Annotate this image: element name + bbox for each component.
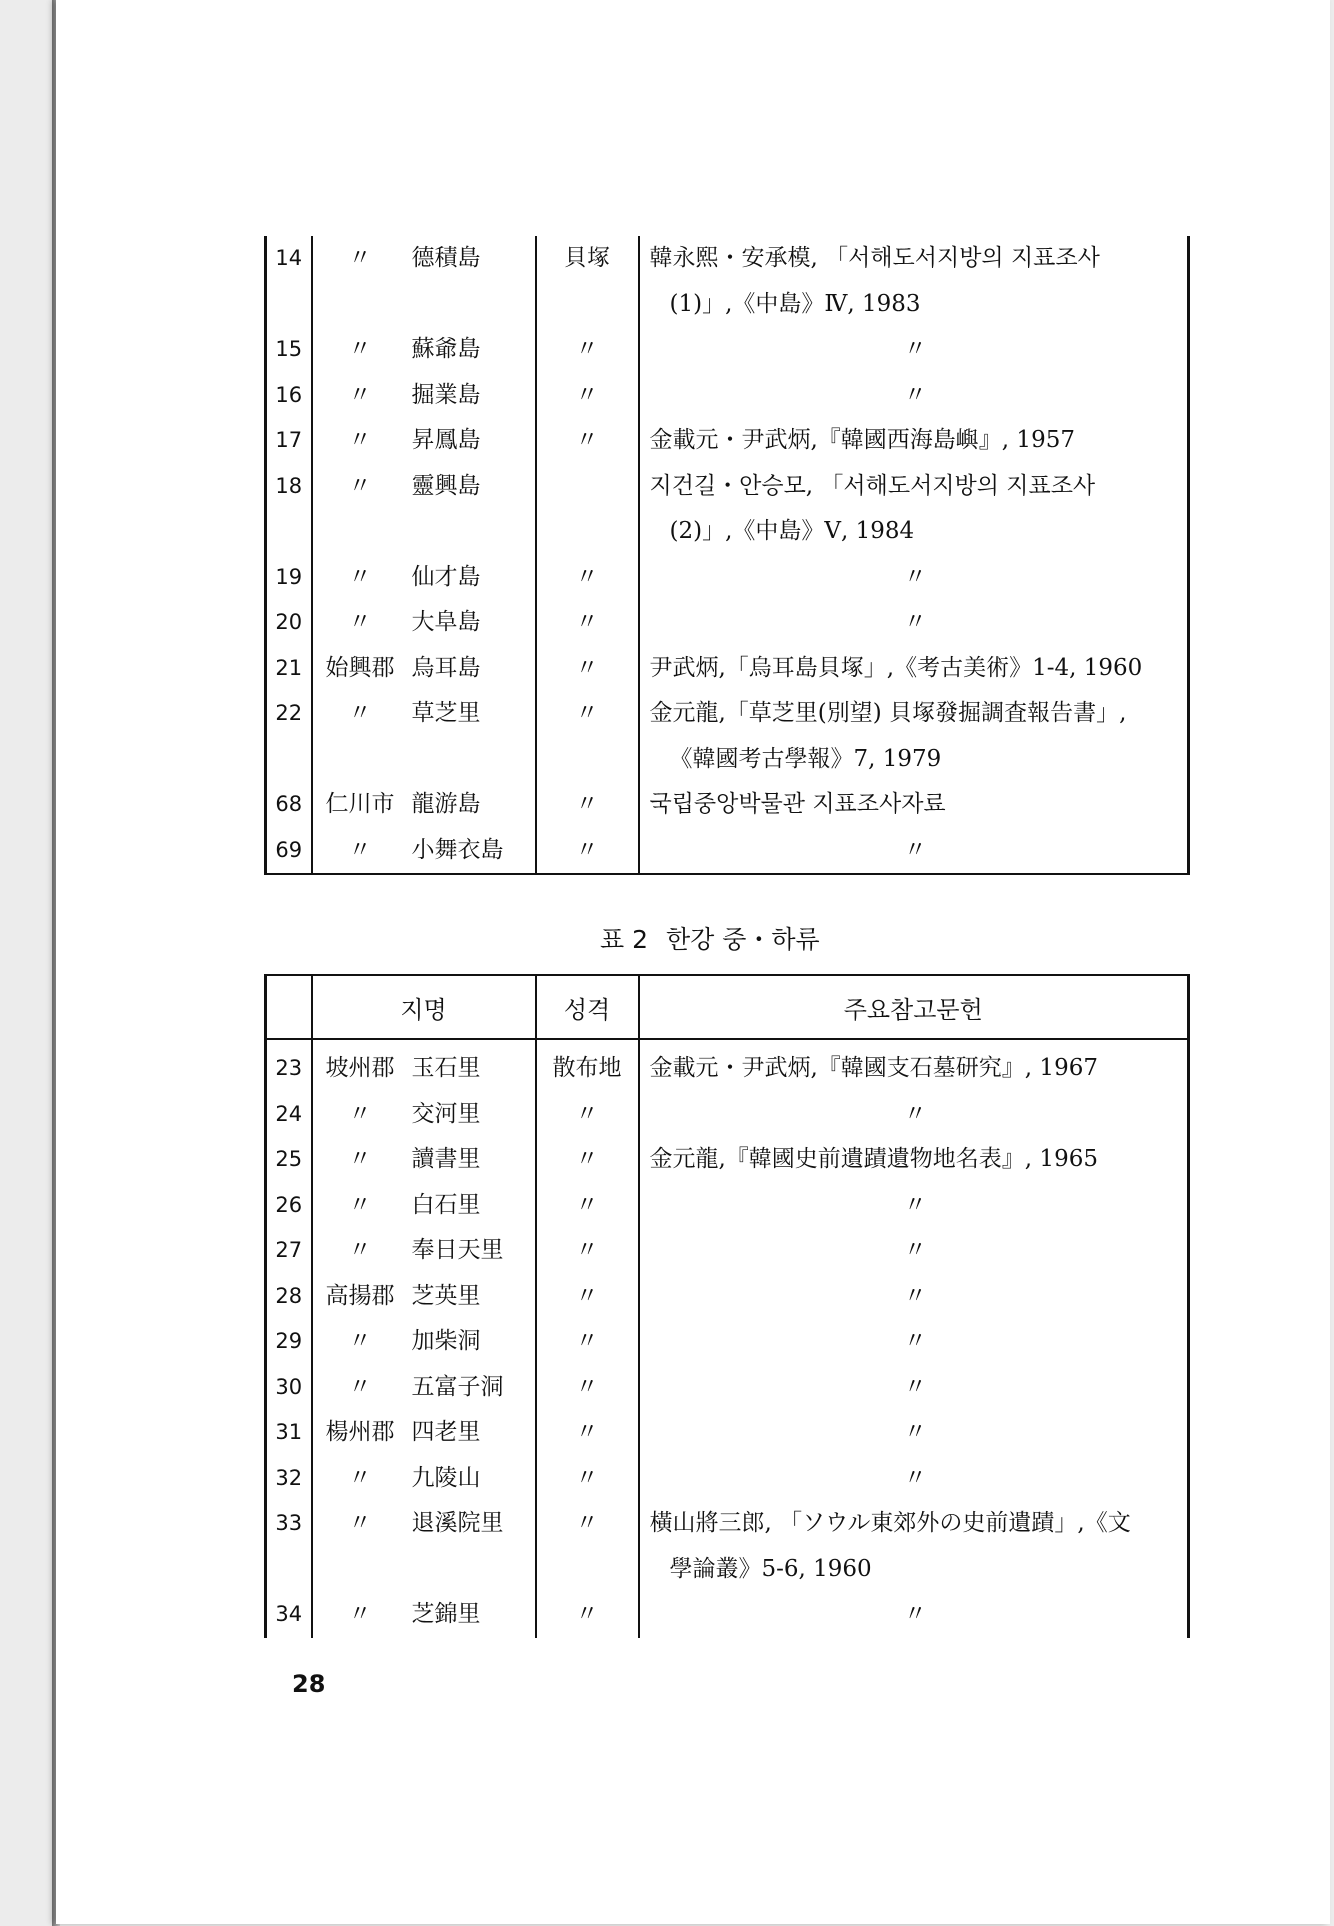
site-nature: 〃 [536, 418, 639, 464]
site-nature: 〃 [536, 1592, 639, 1638]
region-name: 〃 [348, 381, 372, 408]
region-name: 〃 [348, 1146, 372, 1172]
reference-cell [639, 646, 1189, 692]
reference-line-2: (2)」,《中島》Ⅴ, 1984 [669, 518, 915, 544]
reference-line-1: 〃 [903, 1100, 927, 1127]
site-name: 白石里 [411, 1191, 481, 1218]
site-number: 25 [266, 1137, 312, 1183]
reference-line-1: 〃 [903, 1282, 927, 1309]
reference-cell [639, 1592, 1189, 1638]
reference-cell [639, 1228, 1189, 1274]
site-nature: 貝塚 [536, 236, 639, 327]
region-name: 〃 [348, 336, 372, 362]
region-name: 〃 [348, 1373, 372, 1400]
region-name: 〃 [348, 1601, 372, 1627]
reference-cell [639, 555, 1189, 601]
header-references: 주요참고문헌 [639, 975, 1189, 1039]
site-number: 18 [266, 464, 312, 555]
reference-cell [639, 600, 1189, 646]
reference-line-1: 韓永熙・安承模, 「서해도서지방의 지표조사 [649, 245, 1100, 271]
reference-cell [639, 373, 1189, 419]
table-2-sites [264, 974, 1190, 1638]
region-name: 〃 [348, 1237, 372, 1263]
site-number: 32 [266, 1456, 312, 1502]
reference-line-1: 橫山將三郎, 「ソウル東郊外の史前遺蹟」,《文 [649, 1510, 1131, 1536]
reference-line-1: 〃 [903, 1191, 927, 1218]
table-row [266, 1092, 1189, 1138]
table-row [266, 555, 1189, 601]
reference-cell [639, 1183, 1189, 1229]
region-name: 〃 [348, 1328, 372, 1354]
site-name: 掘業島 [411, 381, 481, 408]
reference-line-1: 〃 [903, 336, 927, 362]
reference-line-1: 〃 [903, 1419, 927, 1445]
site-nature: 〃 [536, 1183, 639, 1229]
reference-line-1: 尹武炳,「烏耳島貝塚」,《考古美術》1-4, 1960 [649, 654, 1143, 681]
site-nature: 〃 [536, 1092, 639, 1138]
table-row [266, 1365, 1189, 1411]
region-name: 〃 [348, 1464, 372, 1491]
site-number: 24 [266, 1092, 312, 1138]
table-row [266, 646, 1189, 692]
site-name: 靈興島 [411, 472, 481, 499]
table-row [266, 236, 1189, 327]
table-1-sites [264, 236, 1190, 875]
site-nature: 〃 [536, 1410, 639, 1456]
reference-cell [639, 1137, 1189, 1183]
table-2-header-row [266, 975, 1189, 1039]
table-2-label: 표 2 [600, 925, 649, 954]
site-number: 26 [266, 1183, 312, 1229]
reference-cell [639, 691, 1189, 782]
site-name: 仙才島 [411, 563, 481, 590]
reference-line-1: 〃 [903, 609, 927, 635]
site-name: 退溪院里 [411, 1510, 504, 1536]
site-nature: 〃 [536, 1319, 639, 1365]
reference-cell [639, 1274, 1189, 1320]
reference-line-1: 〃 [903, 563, 927, 590]
site-number: 17 [266, 418, 312, 464]
reference-line-1: 金載元・尹武炳,『韓國支石墓研究』, 1967 [649, 1055, 1098, 1081]
table-row [266, 1592, 1189, 1638]
reference-cell [639, 1410, 1189, 1456]
site-number: 69 [266, 828, 312, 875]
table-row [266, 1319, 1189, 1365]
region-name: 楊州郡 [325, 1419, 395, 1445]
region-name: 坡州郡 [325, 1055, 395, 1081]
site-number: 22 [266, 691, 312, 782]
site-name: 蘇爺島 [411, 336, 481, 362]
site-number: 23 [266, 1039, 312, 1092]
table-2-title: 한강 중・하류 [665, 925, 820, 954]
site-number: 20 [266, 600, 312, 646]
site-nature: 〃 [536, 555, 639, 601]
table-row [266, 373, 1189, 419]
reference-cell [639, 464, 1189, 555]
site-number: 21 [266, 646, 312, 692]
page-number: 28 [292, 1670, 326, 1698]
header-number [266, 975, 312, 1039]
table-1-body [266, 236, 1189, 874]
site-name: 交河里 [411, 1100, 481, 1127]
site-number: 15 [266, 327, 312, 373]
site-number: 16 [266, 373, 312, 419]
table-2-body [266, 1039, 1189, 1638]
table-row [266, 1137, 1189, 1183]
region-name: 〃 [348, 700, 372, 726]
table-row [266, 1410, 1189, 1456]
site-name: 昇鳳島 [411, 427, 481, 453]
site-name: 芝英里 [411, 1282, 481, 1309]
table-row [266, 1183, 1189, 1229]
site-nature: 〃 [536, 1501, 639, 1592]
region-name: 〃 [348, 1191, 372, 1218]
reference-cell [639, 782, 1189, 828]
site-number: 68 [266, 782, 312, 828]
reference-line-2: (1)」,《中島》Ⅳ, 1983 [669, 290, 921, 317]
region-name: 〃 [348, 245, 372, 271]
site-name: 烏耳島 [411, 654, 481, 681]
reference-line-1: 金元龍,「草芝里(別望) 貝塚發掘調査報告書」, [649, 700, 1127, 726]
table-row [266, 1274, 1189, 1320]
reference-line-1: 〃 [903, 1601, 927, 1627]
site-name: 玉石里 [411, 1055, 481, 1081]
region-name: 仁川市 [325, 791, 395, 817]
reference-line-1: 〃 [903, 836, 927, 863]
site-number: 29 [266, 1319, 312, 1365]
site-name: 奉日天里 [411, 1237, 504, 1263]
site-number: 19 [266, 555, 312, 601]
region-name: 〃 [348, 427, 372, 453]
site-nature: 〃 [536, 1228, 639, 1274]
site-nature: 〃 [536, 327, 639, 373]
site-number: 30 [266, 1365, 312, 1411]
region-name: 〃 [348, 1510, 372, 1536]
reference-line-1: 金元龍,『韓國史前遺蹟遺物地名表』, 1965 [649, 1146, 1098, 1172]
region-name: 始興郡 [325, 654, 395, 681]
site-number: 33 [266, 1501, 312, 1592]
site-name: 芝錦里 [411, 1601, 481, 1627]
region-name: 〃 [348, 836, 372, 863]
table-row [266, 1456, 1189, 1502]
site-nature: 散布地 [536, 1039, 639, 1092]
reference-cell [639, 1456, 1189, 1502]
reference-line-2: 《韓國考古學報》7, 1979 [669, 745, 942, 772]
reference-line-1: 金載元・尹武炳,『韓國西海島嶼』, 1957 [649, 427, 1075, 453]
reference-line-2: 學論叢》5-6, 1960 [669, 1555, 872, 1582]
site-nature: 〃 [536, 1365, 639, 1411]
site-name: 五富子洞 [411, 1373, 504, 1400]
site-number: 31 [266, 1410, 312, 1456]
region-name: 〃 [348, 609, 372, 635]
table-row [266, 1039, 1189, 1092]
site-name: 小舞衣島 [411, 836, 504, 863]
reference-line-1: 〃 [903, 1464, 927, 1491]
site-number: 27 [266, 1228, 312, 1274]
region-name: 〃 [348, 1100, 372, 1127]
header-place-name: 지명 [312, 975, 536, 1039]
site-nature: 〃 [536, 691, 639, 782]
table-row [266, 691, 1189, 782]
site-name: 四老里 [411, 1419, 481, 1445]
site-name: 龍游島 [411, 791, 481, 817]
reference-line-1: 〃 [903, 381, 927, 408]
reference-cell [639, 1319, 1189, 1365]
reference-cell [639, 418, 1189, 464]
site-nature: 〃 [536, 373, 639, 419]
region-name: 〃 [348, 472, 372, 499]
reference-cell [639, 1501, 1189, 1592]
site-name: 德積島 [411, 245, 481, 271]
region-name: 高揚郡 [325, 1282, 395, 1309]
region-name: 〃 [348, 563, 372, 590]
table-2-caption [600, 920, 860, 956]
reference-line-1: 〃 [903, 1237, 927, 1263]
site-nature: 〃 [536, 646, 639, 692]
reference-line-1: 국립중앙박물관 지표조사자료 [649, 791, 946, 817]
site-name: 大阜島 [411, 609, 481, 635]
table-row [266, 464, 1189, 555]
reference-cell [639, 1365, 1189, 1411]
site-number: 34 [266, 1592, 312, 1638]
site-number: 28 [266, 1274, 312, 1320]
table-row [266, 418, 1189, 464]
site-nature [536, 464, 639, 555]
site-number: 14 [266, 236, 312, 327]
site-name: 讀書里 [411, 1146, 481, 1172]
reference-cell [639, 828, 1189, 875]
reference-cell [639, 1039, 1189, 1092]
site-nature: 〃 [536, 782, 639, 828]
site-name: 九陵山 [411, 1464, 481, 1491]
reference-cell [639, 327, 1189, 373]
site-name: 加柴洞 [411, 1328, 481, 1354]
site-nature: 〃 [536, 1137, 639, 1183]
table-row [266, 782, 1189, 828]
table-row [266, 600, 1189, 646]
table-row [266, 327, 1189, 373]
header-nature: 성격 [536, 975, 639, 1039]
reference-line-1: 〃 [903, 1373, 927, 1400]
reference-cell [639, 236, 1189, 327]
site-name: 草芝里 [411, 700, 481, 726]
site-nature: 〃 [536, 1456, 639, 1502]
site-nature: 〃 [536, 828, 639, 875]
site-nature: 〃 [536, 1274, 639, 1320]
reference-line-1: 〃 [903, 1328, 927, 1354]
site-nature: 〃 [536, 600, 639, 646]
reference-line-1: 지건길・안승모, 「서해도서지방의 지표조사 [649, 472, 1096, 499]
table-row [266, 1501, 1189, 1592]
table-row [266, 1228, 1189, 1274]
table-row [266, 828, 1189, 875]
reference-cell [639, 1092, 1189, 1138]
